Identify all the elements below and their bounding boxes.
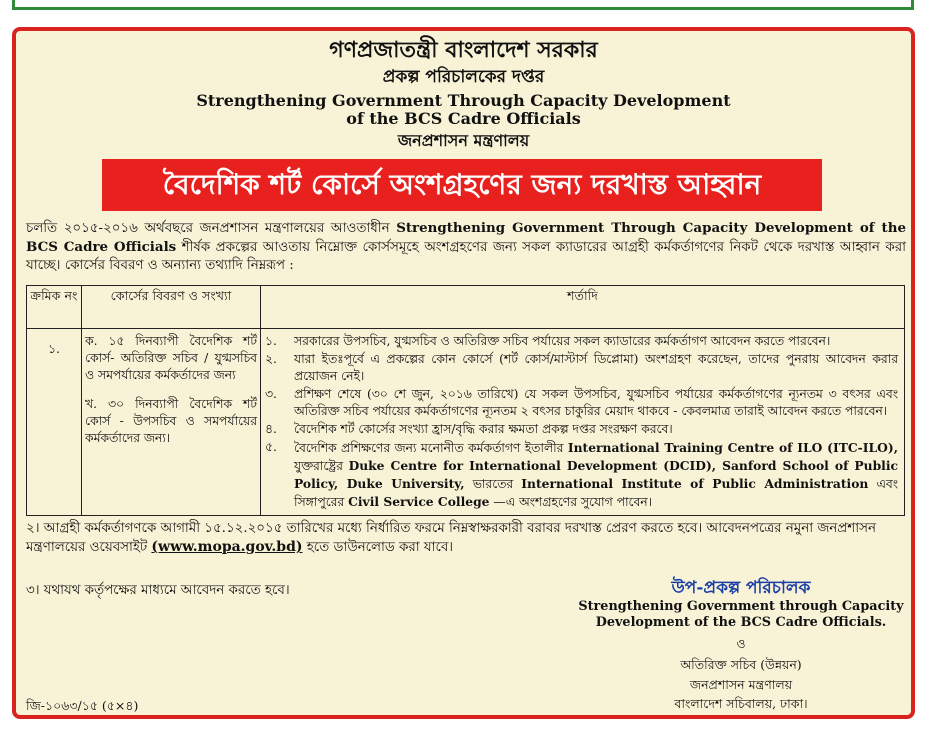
cell-serial: ১. [27,329,82,516]
cell-course [82,329,261,516]
intro-project-name: Strengthening Government Through Capacity Development of the BCS Cadre Officials [26,220,906,255]
header-course: কোর্সের বিবরণ ও সংখ্যা [82,286,261,329]
signatory-address: বাংলাদেশ সচিবালয়, ঢাকা। [674,696,808,712]
condition-text-5c: ভারতের [464,477,522,491]
signatory-designation: অতিরিক্ত সচিব (উন্নয়ন) [680,657,802,673]
condition-text-5d: এবং সিঙ্গাপুরের [294,477,898,509]
course-table [26,285,905,516]
intro-paragraph [26,219,906,275]
course-b: খ. ৩০ দিনব্যাপী বৈদেশিক শর্ট কোর্স - উপসচিব ও সমপর্যায়ের কর্মকর্তাদের জন্য। [85,397,257,445]
condition-item [263,333,898,350]
condition-item [263,351,898,385]
condition-item [263,439,898,511]
para2-text-2: হতে ডাউনলোড করা যাবে। [302,540,454,555]
institute-csc: Civil Service College [348,494,490,509]
cell-conditions [261,329,905,516]
header-government: গণপ্রজাতন্ত্রী বাংলাদেশ সরকার [329,37,598,63]
signatory-ministry: জনপ্রশাসন মন্ত্রণালয় [689,676,793,692]
header-ministry: জনপ্রশাসন মন্ত্রণালয় [397,131,530,150]
condition-text-5b: যুক্তরাষ্ট্রের [294,459,349,473]
course-a: ক. ১৫ দিনব্যাপী বৈদেশিক শর্ট কোর্স- অতিরিক্ত সচিব / যুগ্মসচিব ও সমপর্যায়ের কর্মকর্তাদের জন্য [85,334,257,382]
signatory-org-line1: Strengthening Government through Capacity [578,599,904,614]
condition-number: ১. [265,334,277,348]
condition-text: বৈদেশিক শর্ট কোর্সের সংখ্যা হ্রাস/বৃদ্ধি করার ক্ষমতা প্রকল্প দপ্তর সংরক্ষণ করবে। [294,422,673,436]
condition-number: ৩. [265,387,277,401]
institute-iipa: International Institute of Public Administration [521,476,869,491]
website-link[interactable]: (www.mopa.gov.bd) [151,539,303,555]
signatory-and: ও [736,635,746,651]
header-project-line1: Strengthening Government Through Capacity Development [196,91,731,110]
header-conditions: শর্তাদি [261,286,905,329]
paragraph-2 [26,519,906,557]
conditions-list [263,333,898,511]
header-serial: ক্রমিক নং [27,286,82,329]
para2-text-1: ২। আগ্রহী কর্মকর্তাগণকে আগামী ১৫.১২.২০১৫ তারিখের মধ্যে নির্ধারিত ফরমে নিম্নস্বাক্ষরকারী বরাবর দরখাস্ত প্রেরণ করতে হবে। আবেদনপত্রের নমুনা জনপ্রশাসন মন্ত্রণালয়ের ওয়েবসাইট [26,521,876,555]
condition-text: সরকারের উপসচিব, যুগ্মসচিব ও অতিরিক্ত সচিব পর্যায়ের সকল ক্যাডারের কর্মকর্তাগণ আবেদন করতে পারবেন। [294,334,831,348]
reference-number: জি-১০৬৩/১৫ (৫×৪) [26,698,139,713]
signatory-org-line2: Development of the BCS Cadre Officials. [595,614,887,630]
table-header-row [27,286,905,329]
condition-text-5e: —এ অংশগ্রহণের সুযোগ পাবেন। [489,495,653,509]
table-row [27,329,905,516]
notice-panel [12,27,915,719]
intro-text-1: চলতি ২০১৫-২০১৬ অর্থবছরে জনপ্রশাসন মন্ত্রণালয়ের আওতাধীন [26,221,397,236]
signatory-title: উপ-প্রকল্প পরিচালক [671,578,811,598]
condition-number: ৫. [265,440,277,454]
condition-number: ৪. [265,422,277,436]
institute-itc-ilo: International Training Centre of ILO (ITC-ILO), [567,440,898,455]
institute-duke: Duke Centre for International Development (DCID), Sanford School of Public Policy, Duke University, [294,458,898,491]
condition-number: ২. [265,352,277,366]
title-banner: বৈদেশিক শর্ট কোর্সে অংশগ্রহণের জন্য দরখাস্ত আহ্বান [102,159,822,211]
header-project-line2: of the BCS Cadre Officials [346,109,581,128]
previous-notice-border [12,0,914,10]
paragraph-3: ৩। যথাযথ কর্তৃপক্ষের মাধ্যমে আবেদন করতে হবে। [26,583,290,598]
header-office: প্রকল্প পরিচালকের দপ্তর [382,67,545,87]
condition-text-5a: বৈদেশিক প্রশিক্ষণের জন্য মনোনীত কর্মকর্তাগণ ইতালীর [294,441,568,455]
condition-text: প্রশিক্ষণ শেষে (৩০ শে জুন, ২০১৬ তারিখে) যে সকল উপসচিব, যুগ্মসচিব পর্যায়ের কর্মকর্তাগণের ন্যূনতম ৩ বৎসর এবং অতিরিক্ত সচিব পর্যায়ের কর্মকর্তাগণের ন্যূনতম ২ বৎসর চাকুরির মেয়াদ থাকবে - কেবলমাত্র তারাই আবেদন করতে পারবেন। [294,387,898,418]
condition-item [263,386,898,420]
condition-item [263,421,898,438]
signature-block [576,580,906,711]
intro-text-2: শীর্ষক প্রকল্পের আওতায় নিম্নোক্ত কোর্সসমূহে অংশগ্রহণের জন্য সকল ক্যাডারের আগ্রহী কর্মকর্তাগণের নিকট থেকে দরখাস্ত আহ্বান করা যাচ্ছে। কোর্সের বিবরণ ও অন্যান্য তথ্যাদি নিম্নরূপ : [26,240,906,273]
condition-text: যারা ইতঃপূর্বে এ প্রকল্পের কোন কোর্সে (শর্ট কোর্স/মাস্টার্স ডিপ্লোমা) অংশগ্রহণ করেছেন, তাদের পুনরায় আবেদন করার প্রয়োজন নেই। [294,352,898,383]
